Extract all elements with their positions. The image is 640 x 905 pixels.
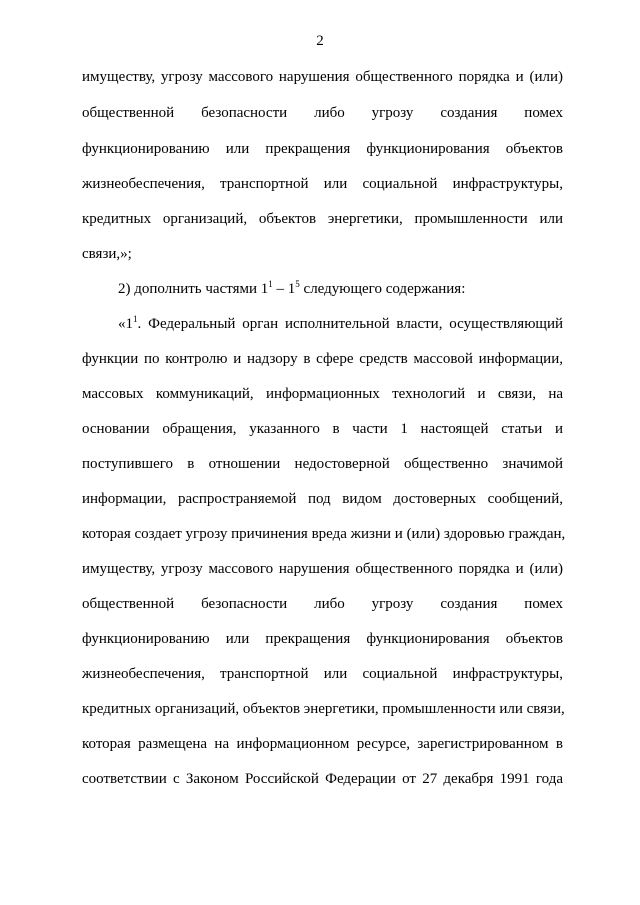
page-number: 2 <box>316 33 324 49</box>
item-2-suffix: следующего содержания: <box>299 281 466 297</box>
text-line-15: имуществу, угрозу массового нарушения общественного порядка и (или) <box>82 561 563 577</box>
item-2-dash: – 1 <box>272 281 296 297</box>
item-2-line <box>118 280 563 298</box>
text-line-21: соответствии с Законом Российской Федерации от 27 декабря 1991 года <box>82 771 563 787</box>
text-line-5: кредитных организаций, объектов энергетики, промышленности или <box>82 211 563 227</box>
item-2-prefix: 2) дополнить частями 1 <box>118 281 269 297</box>
text-line-3: функционированию или прекращения функционирования объектов <box>82 141 563 157</box>
text-line-10: массовых коммуникаций, информационных технологий и связи, на <box>82 386 563 402</box>
text-line-12: поступившего в отношении недостоверной общественно значимой <box>82 456 563 472</box>
text-line-4: жизнеобеспечения, транспортной или социальной инфраструктуры, <box>82 176 563 192</box>
text-line-17: функционированию или прекращения функционирования объектов <box>82 631 563 647</box>
text-line-13: информации, распространяемой под видом достоверных сообщений, <box>82 491 563 507</box>
text-line-20: которая размещена на информационном ресурсе, зарегистрированном в <box>82 736 563 752</box>
part-1-1-suffix: . Федеральный орган исполнительной власти, осуществляющий <box>137 316 563 332</box>
item-2-sup-a: 1 <box>268 279 273 289</box>
text-line-6: связи,»; <box>82 246 132 262</box>
text-line-2: общественной безопасности либо угрозу создания помех <box>82 105 563 121</box>
part-1-1-sup: 1 <box>133 314 138 324</box>
text-line-14: которая создает угрозу причинения вреда жизни и (или) здоровью граждан, <box>82 526 566 542</box>
text-line-18: жизнеобеспечения, транспортной или социальной инфраструктуры, <box>82 666 563 682</box>
text-line-16: общественной безопасности либо угрозу создания помех <box>82 596 563 612</box>
text-line-11: основании обращения, указанного в части 1 настоящей статьи и <box>82 421 563 437</box>
text-line-19: кредитных организаций, объектов энергетики, промышленности или связи, <box>82 701 565 717</box>
part-1-1-prefix: «1 <box>118 316 133 332</box>
text-line-9: функции по контролю и надзору в сфере средств массовой информации, <box>82 351 563 367</box>
part-1-1-first-line <box>118 315 563 333</box>
text-line-1: имуществу, угрозу массового нарушения общественного порядка и (или) <box>82 69 563 85</box>
item-2-sup-b: 5 <box>295 279 300 289</box>
